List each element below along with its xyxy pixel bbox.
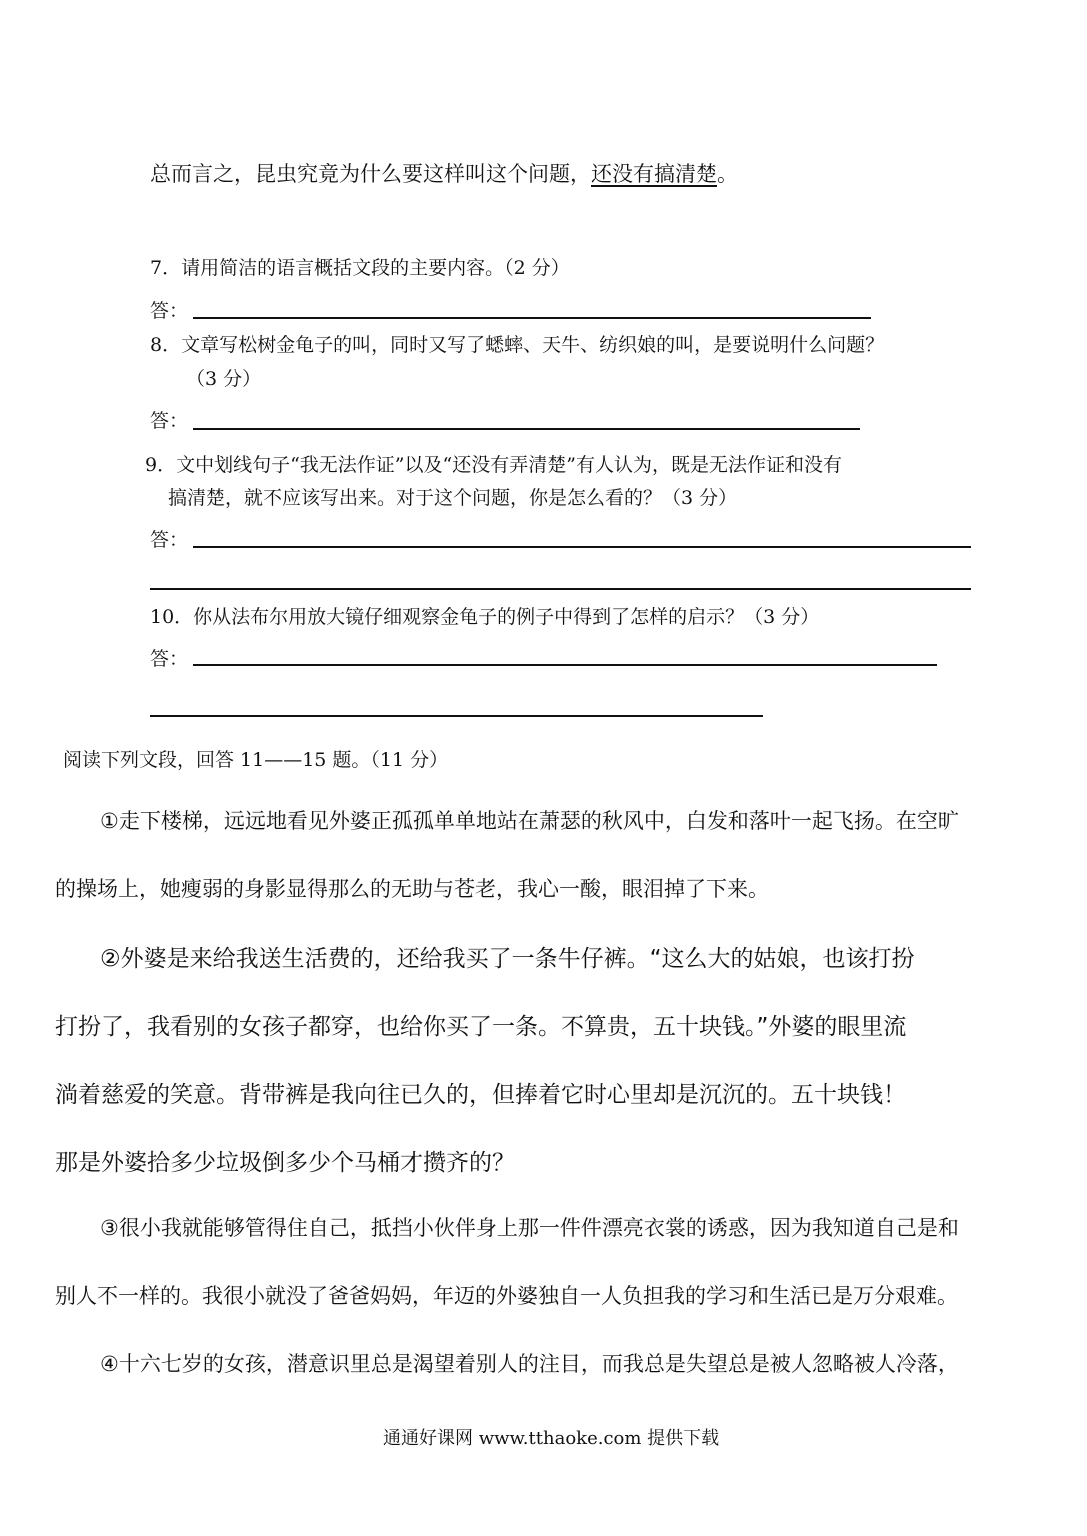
paragraph-2-line-4: 那是外婆拾多少垃圾倒多少个马桶才攒齐的？ bbox=[55, 1150, 515, 1176]
answer-label-7: 答： bbox=[150, 300, 189, 322]
question-10: 10．你从法布尔用放大镜仔细观察金龟子的例子中得到了怎样的启示？（3 分） bbox=[150, 606, 820, 628]
answer-label-9: 答： bbox=[150, 529, 189, 551]
answer-line-7[interactable] bbox=[193, 317, 871, 319]
intro-end: 。 bbox=[717, 162, 738, 186]
paragraph-3-line-2: 别人不一样的。我很小就没了爸爸妈妈，年迈的外婆独自一人负担我的学习和生活已是万分艰难。 bbox=[55, 1284, 958, 1308]
paragraph-2-line-2: 打扮了，我看别的女孩子都穿，也给你买了一条。不算贵，五十块钱。”外婆的眼里流 bbox=[55, 1014, 907, 1040]
question-9-line2: 搞清楚，就不应该写出来。对于这个问题，你是怎么看的？（3 分） bbox=[168, 487, 738, 509]
answer-line-10b[interactable] bbox=[150, 715, 763, 717]
answer-line-10[interactable] bbox=[193, 664, 937, 666]
intro-text: 总而言之，昆虫究竟为什么要这样叫这个问题， bbox=[150, 162, 591, 186]
intro-underlined: 还没有搞清楚 bbox=[591, 162, 717, 186]
question-7: 7．请用简洁的语言概括文段的主要内容。（2 分） bbox=[150, 257, 570, 279]
question-9: 9．文中划线句子“我无法作证”以及“还没有弄清楚”有人认为，既是无法作证和没有 bbox=[145, 454, 842, 476]
paragraph-1-line-2: 的操场上，她瘦弱的身影显得那么的无助与苍老，我心一酸，眼泪掉了下来。 bbox=[55, 877, 769, 901]
answer-line-8[interactable] bbox=[193, 428, 860, 430]
answer-line-9[interactable] bbox=[193, 546, 971, 548]
section-heading: 阅读下列文段，回答 11——15 题。（11 分） bbox=[63, 749, 449, 771]
paragraph-2-line-1: ②外婆是来给我送生活费的，还给我买了一条牛仔裤。“这么大的姑娘，也该打扮 bbox=[100, 946, 915, 972]
answer-label-8: 答： bbox=[150, 410, 189, 432]
question-8-score: （3 分） bbox=[186, 368, 262, 390]
paragraph-1-line-1: ①走下楼梯，远远地看见外婆正孤孤单单地站在萧瑟的秋风中，白发和落叶一起飞扬。在空旷 bbox=[100, 809, 959, 833]
answer-label-10: 答： bbox=[150, 648, 189, 670]
paragraph-4-line-1: ④十六七岁的女孩，潜意识里总是渴望着别人的注目，而我总是失望总是被人忽略被人冷落， bbox=[100, 1352, 959, 1376]
footer-text: 通通好课网 www.tthaoke.com 提供下载 bbox=[383, 1428, 720, 1449]
answer-line-9b[interactable] bbox=[150, 588, 971, 590]
intro-line bbox=[150, 158, 738, 188]
paragraph-2-line-3: 淌着慈爱的笑意。背带裤是我向往已久的，但捧着它时心里却是沉沉的。五十块钱！ bbox=[55, 1082, 906, 1108]
question-8: 8．文章写松树金龟子的叫，同时又写了蟋蟀、天牛、纺织娘的叫，是要说明什么问题？ bbox=[150, 334, 885, 356]
paragraph-3-line-1: ③很小我就能够管得住自己，抵挡小伙伴身上那一件件漂亮衣裳的诱惑，因为我知道自己是和 bbox=[100, 1216, 959, 1240]
